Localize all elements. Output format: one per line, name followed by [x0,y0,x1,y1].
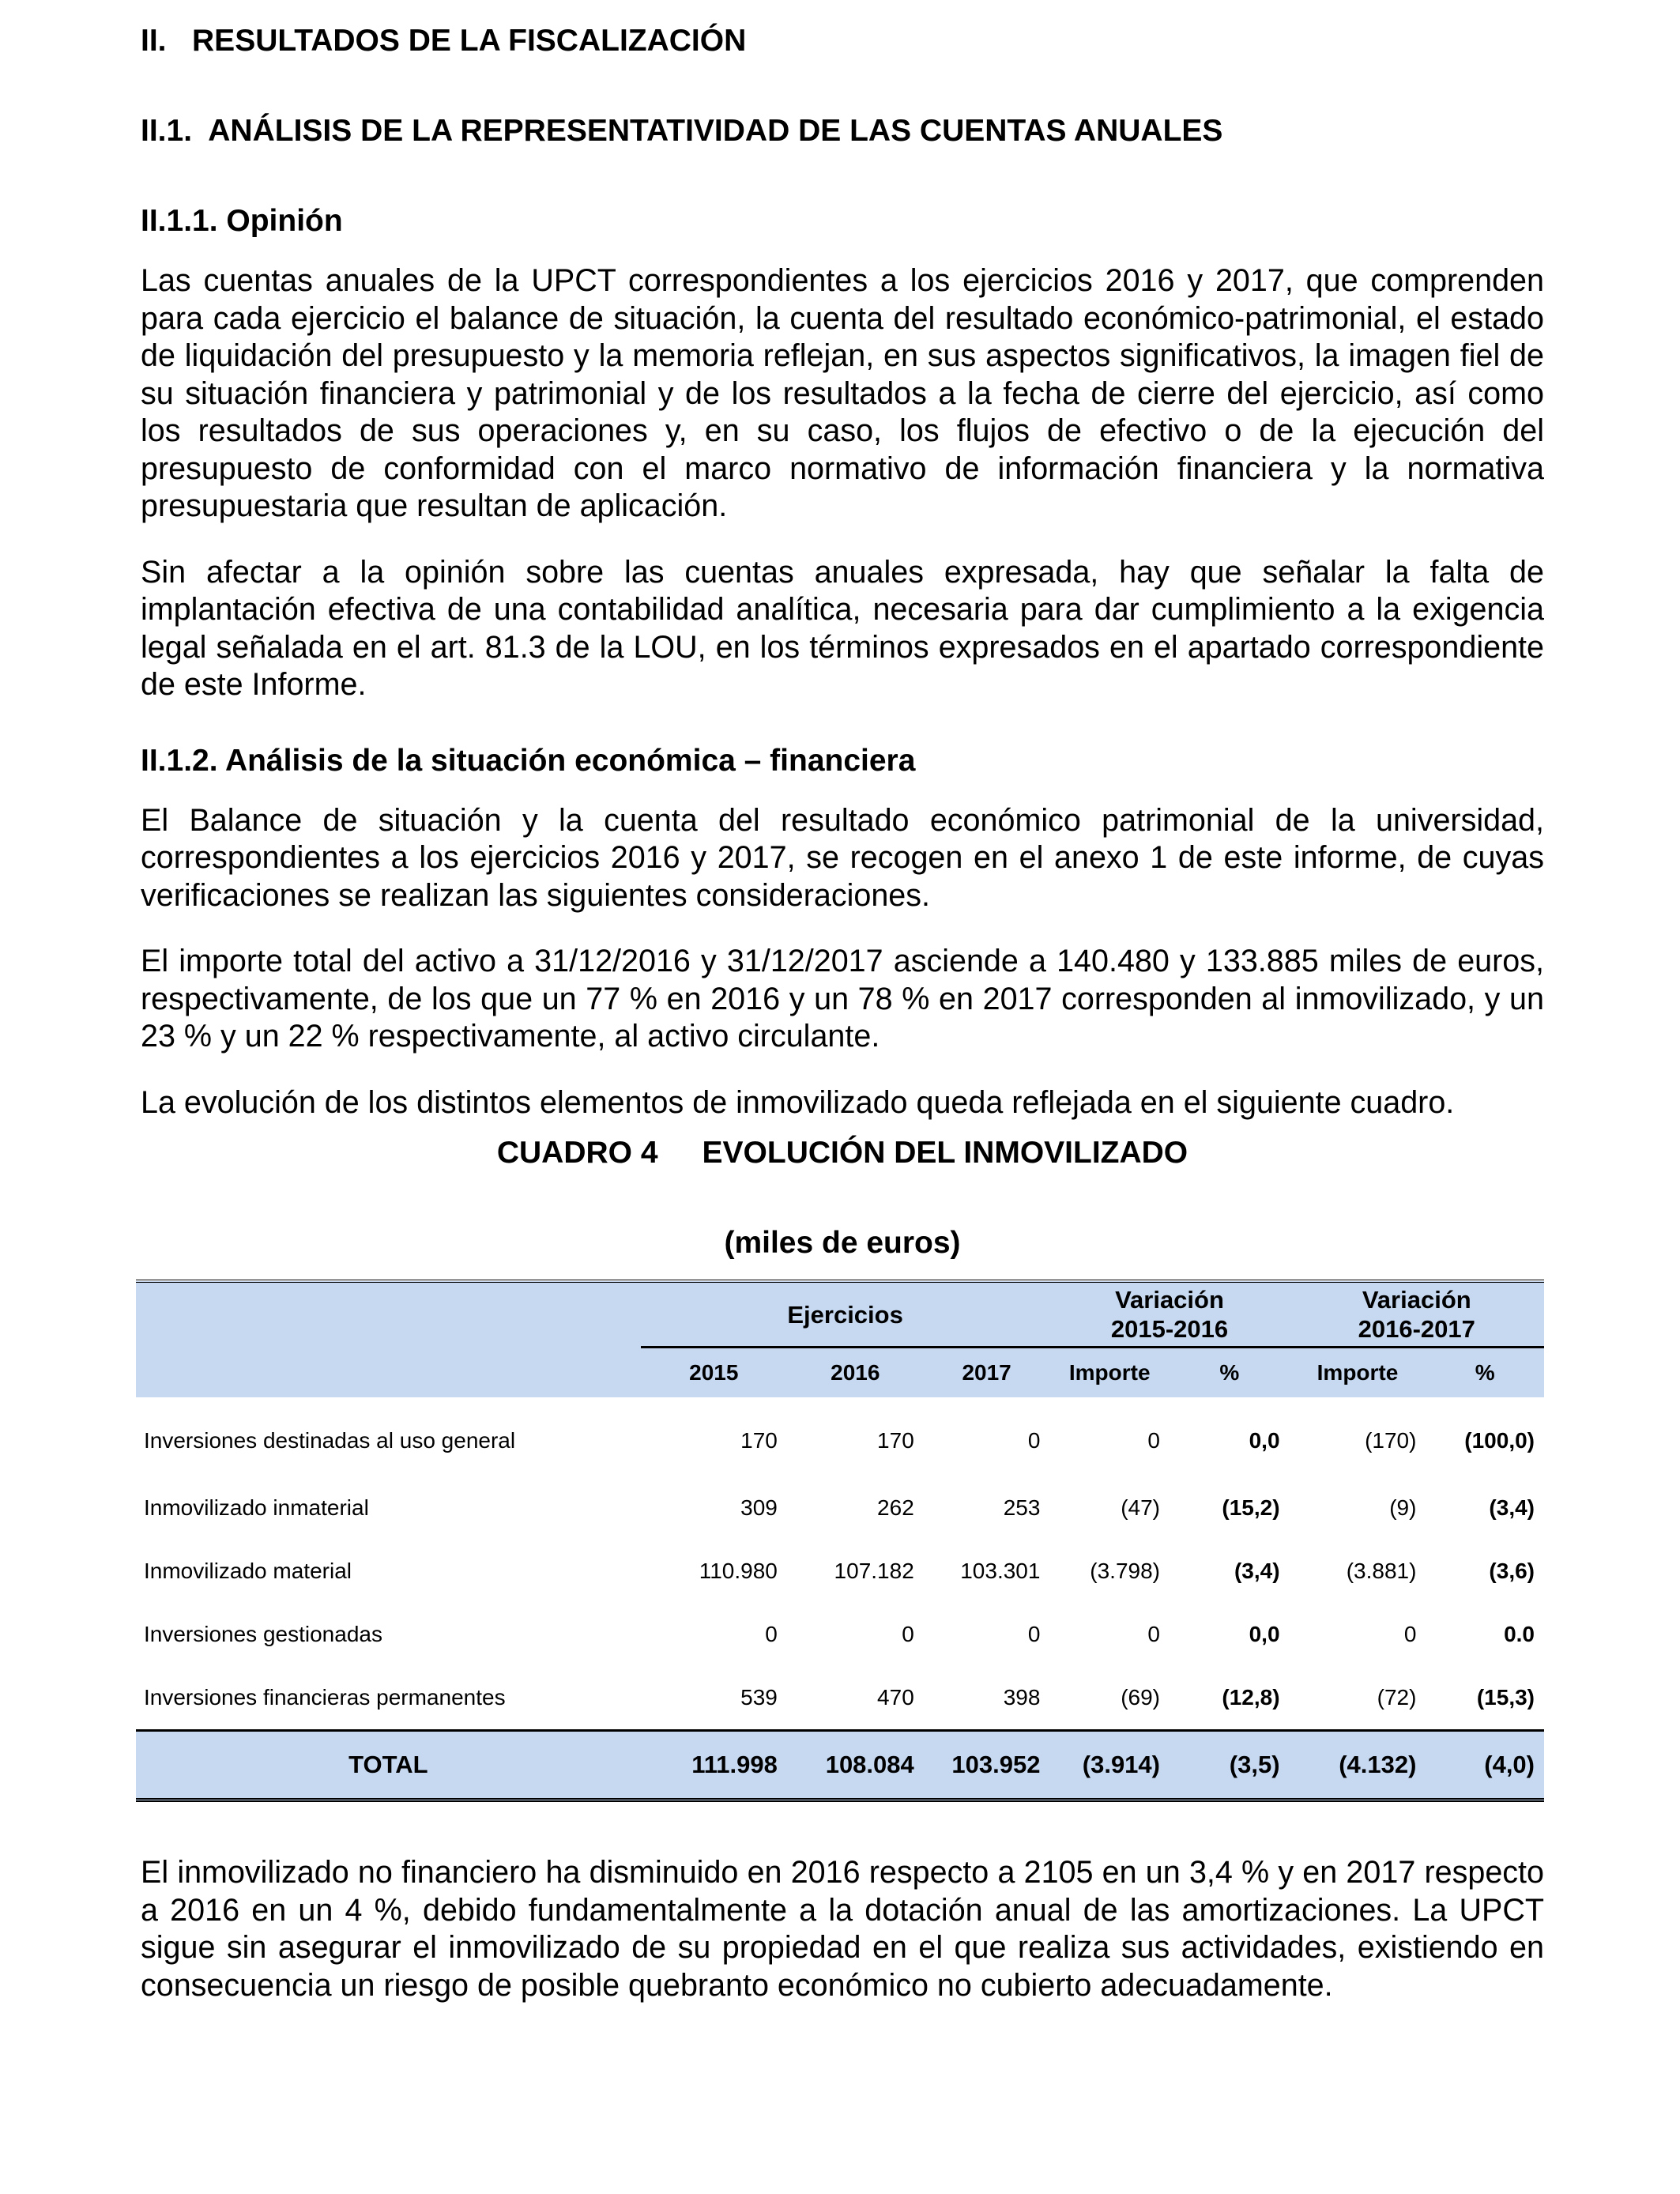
header-variacion-2015-2016 [1049,1281,1289,1348]
cell: 0 [902,1622,914,1646]
cell: (3,4) [1234,1559,1280,1583]
cell: 0 [1027,1428,1041,1453]
cell: (69) [1121,1685,1160,1710]
cell: 170 [877,1428,914,1453]
analysis-paragraph-2: El importe total del activo a 31/12/2016 y 31/12/2017 asciende a 140.480 y 133.885 miles de euros, respectivamente, de los que un 77 % en 2016 y un 78 % en 2017 corresponden al inmovilizado, y un 23 % y un 22 % respectivamente, al activo circulante. [141,944,1544,1054]
cell: 0,0 [1249,1428,1280,1453]
document-page [141,21,1544,2033]
total-cell: 103.952 [924,1731,1050,1800]
cell: 309 [740,1495,778,1520]
cell: (170) [1365,1428,1417,1453]
column-header: % [1170,1348,1290,1398]
cell: 0 [1147,1428,1160,1453]
cell: 398 [1003,1685,1041,1710]
row-label: Inversiones gestionadas [144,1622,382,1646]
column-header: % [1426,1348,1544,1398]
total-cell: (3.914) [1049,1731,1170,1800]
total-label: TOTAL [136,1731,641,1800]
column-header: 2017 [924,1348,1050,1398]
cell: (3,4) [1489,1495,1535,1520]
opinion-heading: II.1.1. Opinión [141,204,343,238]
table-row [136,1666,1544,1731]
cell: 470 [877,1685,914,1710]
cell: 107.182 [834,1559,914,1583]
row-label: Inmovilizado material [144,1559,352,1583]
cell: (100,0) [1464,1428,1535,1453]
cell: 539 [740,1685,778,1710]
header-variacion-label: Variación [1115,1286,1224,1314]
header-variacion-years: 2016-2017 [1358,1315,1475,1343]
cell: 253 [1003,1495,1041,1520]
cell: 0 [1147,1622,1160,1646]
column-header: Importe [1290,1348,1426,1398]
total-cell: (4,0) [1426,1731,1544,1800]
table-row [136,1603,1544,1666]
cell: (47) [1121,1495,1160,1520]
row-label: Inversiones financieras permanentes [144,1685,506,1710]
table-caption-title: EVOLUCIÓN DEL INMOVILIZADO [702,1136,1188,1170]
closing-paragraph: El inmovilizado no financiero ha disminuido en 2016 respecto a 2105 en un 3,4 % y en 2017 respecto a 2016 en un 4 %, debido fundamentalmente a la dotación anual de las amortizaciones. La UPCT sigue sin asegurar el inmovilizado de su propiedad en el que realiza sus actividades, existiendo en consecuencia un riesgo de posible quebranto económico no cubierto adecuadamente. [141,1855,1544,2003]
total-cell: 111.998 [641,1731,787,1800]
cell: (72) [1377,1685,1417,1710]
header-ejercicios: Ejercicios [641,1281,1050,1348]
table-row [136,1540,1544,1603]
column-header: 2016 [787,1348,924,1398]
analysis-heading: II.1.2. Análisis de la situación económica – financiera [141,743,916,778]
total-cell: (3,5) [1170,1731,1290,1800]
cell: (15,3) [1476,1685,1535,1710]
section-title: II. RESULTADOS DE LA FISCALIZACIÓN [141,24,747,58]
table-caption-number: CUADRO 4 [496,1136,658,1170]
table-row [136,1476,1544,1540]
cell: 0 [765,1622,778,1646]
inmovilizado-table [136,1280,1544,1802]
table-header-row-groups [136,1281,1544,1348]
cell: 0.0 [1504,1622,1535,1646]
column-header: Importe [1049,1348,1170,1398]
cell: 262 [877,1495,914,1520]
cell: (12,8) [1222,1685,1280,1710]
total-cell: 108.084 [787,1731,924,1800]
cell: (3.798) [1090,1559,1160,1583]
cell: 103.301 [960,1559,1041,1583]
row-label: Inversiones destinadas al uso general [144,1428,516,1453]
header-variacion-label: Variación [1362,1286,1471,1314]
cell: 0 [1403,1622,1417,1646]
header-blank-cell [136,1281,641,1397]
header-variacion-2016-2017 [1290,1281,1544,1348]
row-label: Inmovilizado inmaterial [144,1495,369,1520]
cell: (3.881) [1346,1559,1417,1583]
header-variacion-years: 2015-2016 [1110,1315,1229,1343]
table-row [136,1397,1544,1476]
subsection-title: II.1. ANÁLISIS DE LA REPRESENTATIVIDAD DE LAS CUENTAS ANUALES [141,114,1223,148]
column-header: 2015 [641,1348,787,1398]
opinion-paragraph-2: Sin afectar a la opinión sobre las cuentas anuales expresada, hay que señalar la falta de implantación efectiva de una contabilidad analítica, necesaria para dar cumplimiento a la exigencia legal señalada en el art. 81.3 de la LOU, en los términos expresados en el apartado correspondiente de este Informe. [141,554,1544,702]
table-caption [141,1133,1544,1174]
cell: (15,2) [1222,1495,1280,1520]
opinion-paragraph-1: Las cuentas anuales de la UPCT correspondientes a los ejercicios 2016 y 2017, que comprenden para cada ejercicio el balance de situación, la cuenta del resultado económico-patrimonial, el estado de liquidación del presupuesto y la memoria reflejan, en sus aspectos significativos, la imagen fiel de su situación financiera y patrimonial y de los resultados a la fecha de cierre del ejercicio, así como los resultados de sus operaciones y, en su caso, los flujos de efectivo o de la ejecución del presupuesto de conformidad con el marco normativo de información financiera y la normativa presupuestaria que resultan de aplicación. [141,263,1544,523]
table-units: (miles de euros) [724,1226,961,1260]
cell: (3,6) [1489,1559,1535,1583]
total-cell: (4.132) [1290,1731,1426,1800]
cell: (9) [1389,1495,1417,1520]
cell: 170 [740,1428,778,1453]
table-total-row [136,1731,1544,1800]
cell: 0,0 [1249,1622,1280,1646]
analysis-paragraph-1: El Balance de situación y la cuenta del resultado económico patrimonial de la universidad, correspondientes a los ejercicios 2016 y 2017, se recogen en el anexo 1 de este informe, de cuyas verificaciones se realizan las siguientes consideraciones. [141,802,1544,913]
analysis-paragraph-3: La evolución de los distintos elementos de inmovilizado queda reflejada en el siguiente cuadro. [141,1084,1455,1120]
cell: 110.980 [699,1559,778,1583]
cell: 0 [1027,1622,1041,1646]
